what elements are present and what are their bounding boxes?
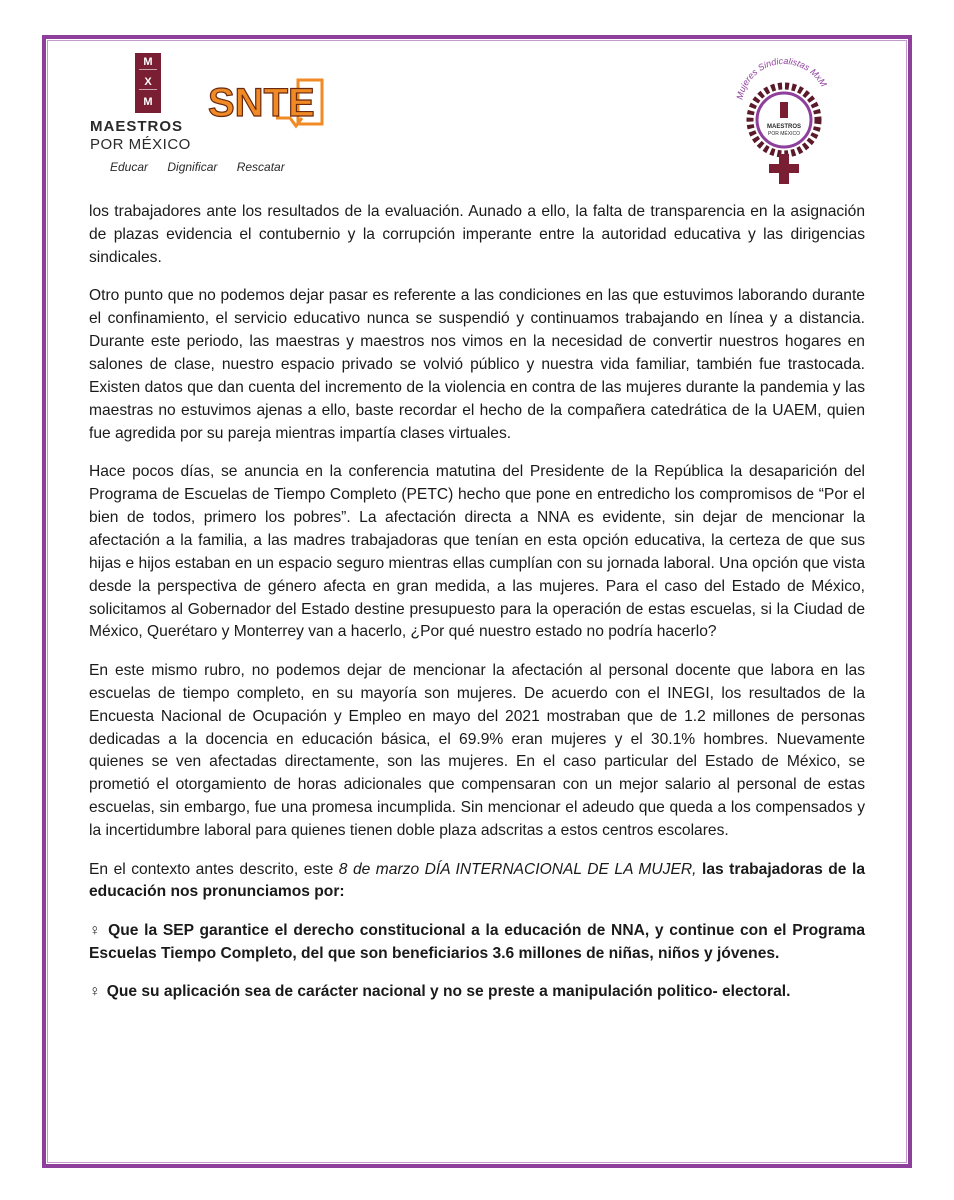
womens-day-mention: 8 de marzo DÍA INTERNACIONAL DE LA MUJER, xyxy=(338,860,697,878)
mxm-logo xyxy=(135,53,161,113)
paragraph: los trabajadores ante los resultados de la evaluación. Aunado a ello, la falta de transparencia en la asignación de plazas evidencia el contubernio y la corrupción imperante entre la autoridad educativa y las dirigencias sindicales. xyxy=(89,203,865,266)
mxm-letter: X xyxy=(139,77,157,90)
venus-icon: ♀ xyxy=(89,983,101,1001)
paragraph: En este mismo rubro, no podemos dejar de mencionar la afectación al personal docente que labora en las escuelas de tiempo completo, en su mayoría son mujeres. De acuerdo con el INEGI, los resultados de la Encuesta Nacional de Ocupación y Empleo en mayo del 2021 mostraban que de 1.2 millones de personas dedicadas a la docencia en educación básica, el 69.9% eran mujeres y el 30.1% hombres. Nuevamente quienes se ven afectadas directamente, son las mujeres. En el caso particular del Estado de México, se prometió el otorgamiento de horas adicionales que compensaran con un mejor salario al personal de estas escuelas, sin embargo, fue una promesa incumplida. Sin mencionar el adeudo que queda a los compensados y la incertidumbre laboral para quienes tienen doble plaza adscritas a estos centros escolares. xyxy=(89,661,865,840)
paragraph: Hace pocos días, se anuncia en la conferencia matutina del Presidente de la República la desaparición del Programa de Escuelas de Tiempo Completo (PETC) hecho que pone en entredicho los compromisos de “Por el bien de todos, primero los pobres”. La afectación directa a NNA es evidente, sin dejar de mencionar la afectación a la familia, a las madres trabajadoras que tenían en esta opción educativa, la certeza de que sus hijas e hijos estaban en un espacio seguro mientras ellas cumplían con su jornada laboral. Una opción que vista desde la perspectiva de género afecta en gran medida, a las mujeres. Para el caso del Estado de México, solicitamos al Gobernador del Estado destine presupuesto para la operación de estas escuelas, si la Ciudad de México, Querétaro y Monterrey van a hacerlo, ¿Por qué nuestro estado no podría hacerlo? xyxy=(89,463,865,641)
org-motto: Educar Dignificar Rescatar xyxy=(110,160,285,174)
logo-arc-text: Mujeres Sindicalistas MxM xyxy=(734,56,829,101)
venus-icon: ♀ xyxy=(89,921,103,939)
letter-body xyxy=(89,201,865,1020)
paragraph: Otro punto que no podemos dejar pasar es referente a las condiciones en las que estuvimos laborando durante el confinamiento, el servicio educativo nunca se suspendió y continuamos trabajando en línea y a distancia. Durante este periodo, las maestras y maestros nos vimos en la necesidad de convertir nuestros hogares en salones de clase, nuestro espacio privado se volvió público y nuestra vida familiar, también fue trastocada. Existen datos que dan cuenta del incremento de la violencia en contra de las mujeres durante la pandemia y las maestras no estuvimos ajenas a ello, baste recordar el hecho de la compañera catedrática de la UAEM, quien fue agredida por su pareja mientras impartía clases virtuales. xyxy=(89,287,865,442)
mxm-letter: M xyxy=(143,96,153,109)
demand-item xyxy=(89,981,865,1004)
snte-logo-text: SNTE xyxy=(208,81,315,125)
logo-center-line2: POR MÉXICO xyxy=(768,131,800,137)
demand-item xyxy=(89,920,865,966)
mujeres-sindicalistas-logo xyxy=(732,56,836,188)
closing-intro: En el contexto antes descrito, este xyxy=(89,860,334,878)
mxm-letter: M xyxy=(139,57,157,70)
org-name-line2: POR MÉXICO xyxy=(90,136,191,153)
closing-bold: las trabajadoras de la educación nos pronunciamos por: xyxy=(89,860,865,901)
demand-text: Que la SEP garantice el derecho constitucional a la educación de NNA, y continue con el Programa Escuelas Tiempo Completo, del que son beneficiarios 3.6 millones de niñas, niños y jóvenes. xyxy=(89,921,865,962)
logo-center-line1: MAESTROS xyxy=(766,124,802,130)
demand-text: Que su aplicación sea de carácter nacional y no se preste a manipulación politico- electoral. xyxy=(106,983,791,1001)
org-name-line1: MAESTROS xyxy=(90,118,184,135)
closing-statement xyxy=(89,859,865,905)
letterhead xyxy=(88,52,868,192)
snte-logo xyxy=(206,74,326,132)
